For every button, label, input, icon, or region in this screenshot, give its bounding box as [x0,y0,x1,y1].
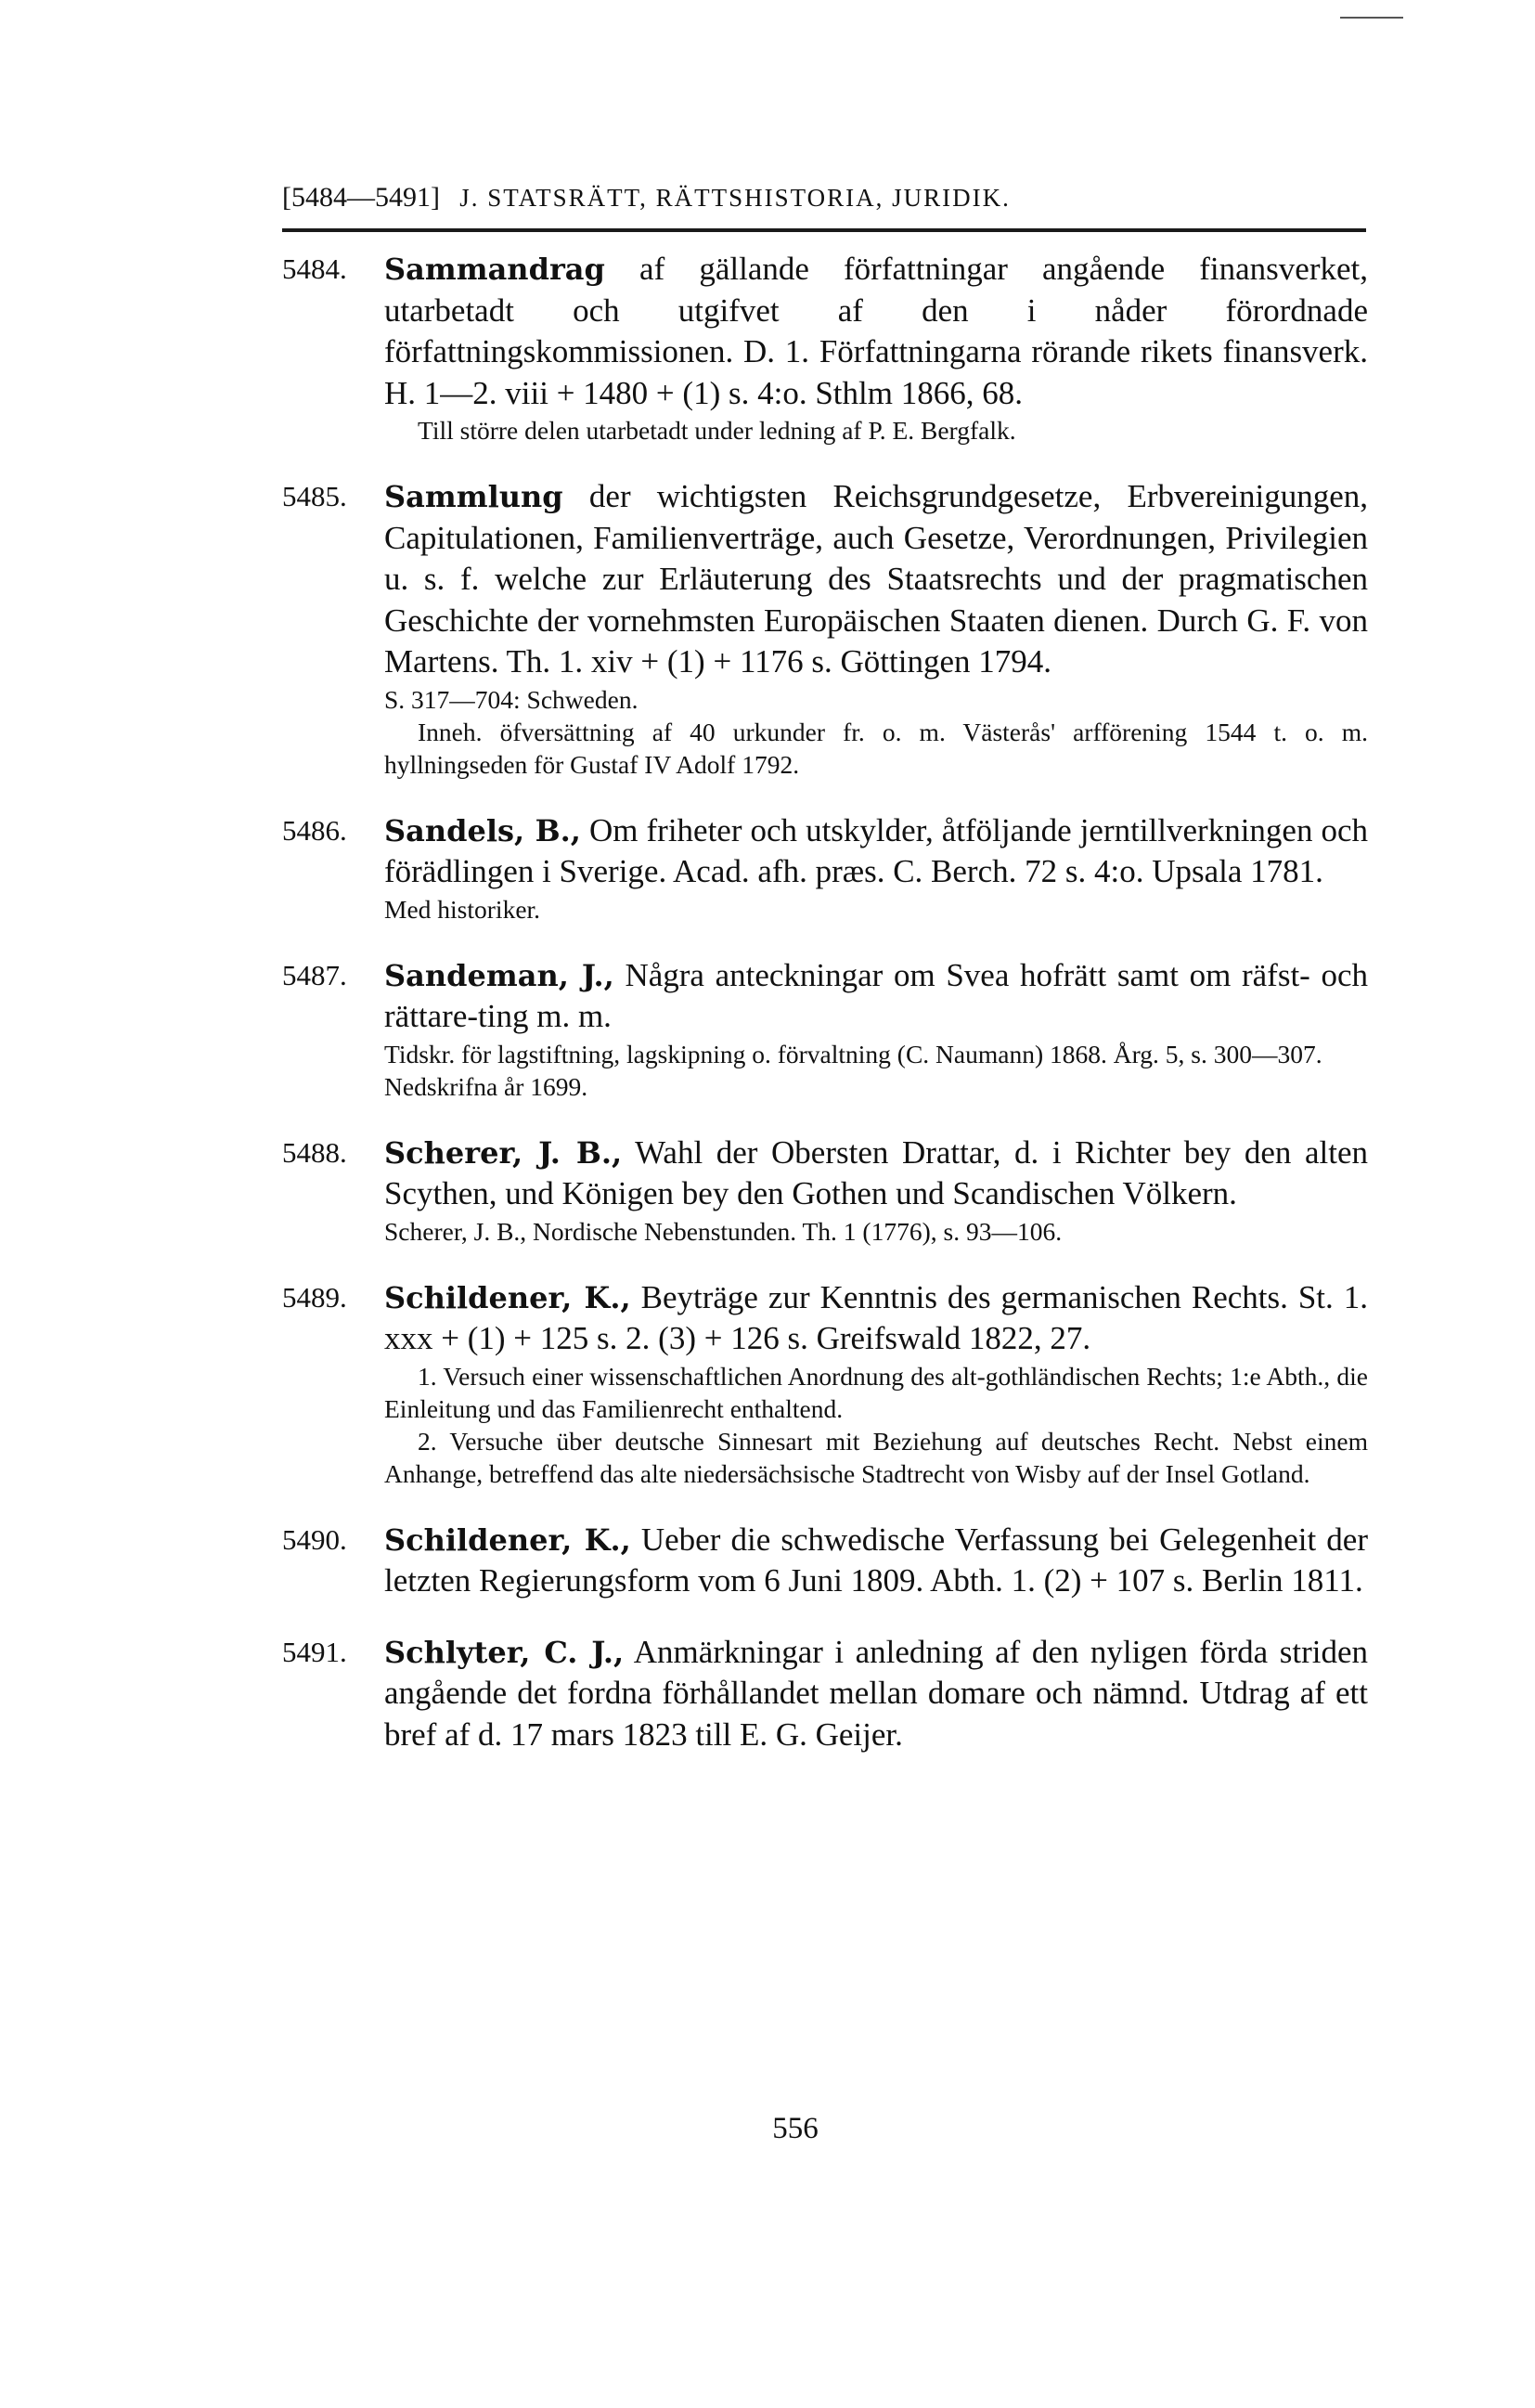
entry-number: 5487. [282,958,347,991]
entry-text [384,1520,1368,1602]
entry-5486 [282,810,1368,926]
header-rule [282,228,1366,232]
entry-text [384,1632,1368,1756]
entry-note: Till större delen utarbetadt under ledning af P. E. Bergfalk. [418,416,1016,445]
entry-author: Sandels, B., [384,812,581,848]
header-range: [5484—5491] [282,182,440,213]
entry-description: af gällande författningar angående finansverket, utarbetadt och utgifvet af den i nåder förordnade författningskommissionen. D. 1. Författningarna rörande rikets finansverk. H. 1—2. viii + 1480 + (1) s. 4:o. Sthlm 1866, 68. [384,251,1368,411]
entry-5488 [282,1133,1368,1248]
entry-text [384,810,1368,893]
entry-description: der wichtigsten Reichsgrundgesetze, Erbvereinigungen, Capitulationen, Familienverträge, auch Gesetze, Verordnungen, Privilegien u. s. f. welche zur Erläuterung des Staatsrechts und der pragmatischen Geschichte der vornehmsten Europäischen Staaten dienen. Durch G. F. von Martens. Th. 1. xiv + (1) + 1176 s. Göttingen 1794. [384,478,1368,680]
entry-number: 5486. [282,813,347,847]
entry-note: Tidskr. för lagstiftning, lagskipning o. förvaltning (C. Naumann) 1868. Årg. 5, s. 300—307. [384,1039,1322,1068]
corner-rule [1340,17,1403,19]
entry-5487 [282,955,1368,1103]
entry-list [282,249,1368,1785]
entry-description: Beyträge zur Kenntnis des germanischen Rechts. St. 1. xxx + (1) + 125 s. 2. (3) + 126 s. Greifswald 1822, 27. [384,1278,1368,1356]
page-number: 556 [772,2112,819,2145]
entry-number: 5488. [282,1135,347,1169]
entry-text [384,1133,1368,1215]
entry-description: Några anteckningar om Svea hofrätt samt om räfst- och rättare-ting m. m. [384,956,1369,1034]
entry-5490 [282,1520,1368,1602]
entry-description: Om friheter och utskylder, åtföljande jerntillverkningen och förädlingen i Sverige. Acad. afh. præs. C. Berch. 72 s. 4:o. Upsala 1781. [384,811,1369,889]
entry-number: 5485. [282,480,347,512]
entry-text [384,249,1368,414]
entry-note: S. 317—704: Schweden. [384,684,639,714]
entry-author: Scherer, J. B., [384,1134,623,1171]
entry-number: 5490. [282,1522,347,1556]
entry-number: 5489. [282,1280,347,1314]
entry-author: Sammandrag [384,252,605,287]
entry-note: 1. Versuch einer wissenschaftlichen Anordnung des alt-gothländischen Rechts; 1:e Abth., die Einleitung und das Familienrecht enthaltend. [384,1361,1368,1423]
entry-5484 [282,249,1368,447]
entry-5489 [282,1277,1368,1490]
entry-text [384,955,1368,1038]
entry-author: Schlyter, C. J., [384,1634,625,1670]
entry-author: Sandeman, J., [384,957,614,993]
entry-text [384,476,1368,683]
entry-note: Inneh. öfversättning af 40 urkunder fr. o. m. Västerås' arfförening 1544 t. o. m. hyllningseden för Gustaf IV Adolf 1792. [384,717,1368,779]
entry-author: Sammlung [384,479,563,514]
entry-note: Nedskrifna år 1699. [384,1071,588,1101]
entry-author: Schildener, K., [384,1279,631,1315]
entry-description: Wahl der Obersten Drattar, d. i Richter bey den alten Scythen, und Königen bey den Gothen und Scandischen Völkern. [384,1133,1369,1211]
entry-note: 2. Versuche über deutsche Sinnesart mit Beziehung auf deutsches Recht. Nebst einem Anhange, betreffend das alte niedersächsische Stadtrecht von Wisby auf der Insel Gotland. [384,1426,1368,1488]
entry-5485 [282,476,1368,781]
entry-5491 [282,1632,1368,1756]
entry-number: 5491. [282,1635,347,1668]
entry-number: 5484. [282,252,347,285]
entry-description: Ueber die schwedische Verfassung bei Gelegenheit der letzten Regierungsform vom 6 Juni 1809. Abth. 1. (2) + 107 s. Berlin 1811. [384,1521,1368,1599]
entry-text [384,1277,1368,1360]
running-header [282,182,1366,214]
entry-author: Schildener, K., [384,1521,631,1558]
entry-description: Anmärkningar i anledning af den nyligen förda striden angående det fordna förhållandet mellan domare och nämnd. Utdrag af ett bref af d. 17 mars 1823 till E. G. Geijer. [384,1633,1368,1753]
entry-note: Med historiker. [384,894,541,924]
entry-note: Scherer, J. B., Nordische Nebenstunden. Th. 1 (1776), s. 93—106. [384,1216,1063,1246]
header-section: J. STATSRÄTT, RÄTTSHISTORIA, JURIDIK. [459,184,1011,212]
